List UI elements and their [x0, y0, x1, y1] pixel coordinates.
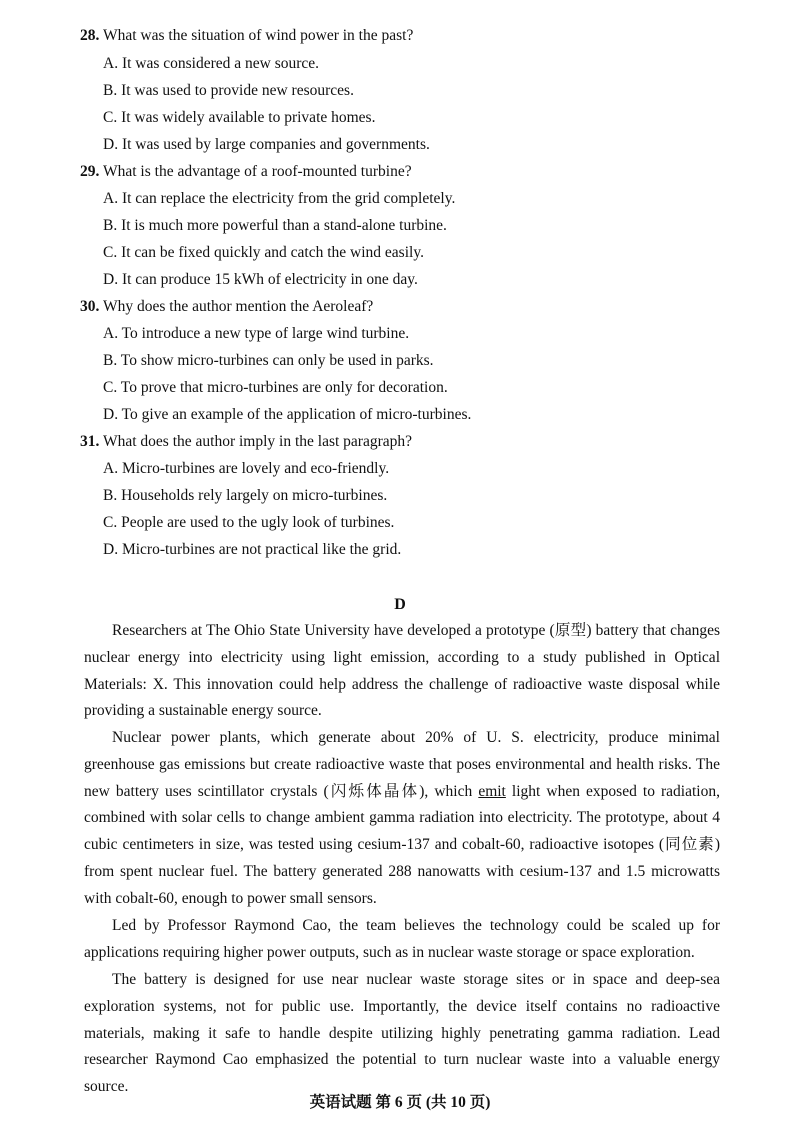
- section-title: D: [394, 596, 406, 613]
- passage-paragraph-3: [84, 913, 720, 967]
- question-30-option-d: D. To give an example of the application of micro-turbines.: [103, 406, 472, 423]
- underlined-word: emit: [478, 782, 506, 800]
- question-28-stem: [80, 27, 413, 45]
- question-text: What is the advantage of a roof-mounted turbine?: [102, 163, 412, 180]
- question-30-option-c: C. To prove that micro-turbines are only for decoration.: [103, 379, 448, 396]
- question-28-option-c: C. It was widely available to private homes.: [103, 109, 376, 126]
- question-text: What was the situation of wind power in the past?: [102, 27, 414, 44]
- question-31-option-b: B. Households rely largely on micro-turbines.: [103, 487, 388, 504]
- question-text: Why does the author mention the Aeroleaf?: [102, 298, 374, 315]
- question-31-option-c: C. People are used to the ugly look of turbines.: [103, 514, 395, 531]
- paragraph-text-before: Nuclear power plants, which generate about 20% of U. S. electricity, produce minimal greenhouse gas emissions but create radioactive waste that poses environmental and health risks. The new battery uses scintillator crystals (闪烁体晶体), which: [84, 729, 720, 800]
- paragraph-text: [84, 725, 720, 913]
- paragraph-text-after: light when exposed to radiation, combined with solar cells to change ambient gamma radiation into electricity. The prototype, about 4 cubic centimeters in size, was tested using cesium-137 and cobalt-60, radioactive isotopes (同位素) from spent nuclear fuel. The battery generated 288 nanowatts with cesium-137 and 1.5 microwatts with cobalt-60, enough to power small sensors.: [84, 782, 720, 907]
- passage-paragraph-4: [84, 967, 720, 1101]
- question-number: 28.: [80, 27, 100, 44]
- passage-paragraph-2: [84, 725, 720, 913]
- question-30-option-b: B. To show micro-turbines can only be used in parks.: [103, 352, 434, 369]
- question-30-stem: [80, 298, 373, 316]
- question-29-stem: [80, 163, 412, 181]
- paragraph-text: The battery is designed for use near nuclear waste storage sites or in space and deep-sea exploration systems, not for public use. Importantly, the device itself contains no radioactive materials, making it safe to handle despite utilizing highly penetrating gamma radiation. Lead researcher Raymond Cao emphasized the potential to turn nuclear waste into a valuable energy source.: [84, 971, 720, 1096]
- question-29-option-b: B. It is much more powerful than a stand-alone turbine.: [103, 217, 447, 234]
- question-text: What does the author imply in the last paragraph?: [102, 433, 413, 450]
- question-30-option-a: A. To introduce a new type of large wind turbine.: [103, 325, 410, 342]
- passage-paragraph-1: [84, 618, 720, 725]
- paragraph-text: Led by Professor Raymond Cao, the team believes the technology could be scaled up for applications requiring higher power outputs, such as in nuclear waste storage or space exploration.: [84, 917, 720, 961]
- question-number: 30.: [80, 298, 100, 315]
- question-28-option-b: B. It was used to provide new resources.: [103, 82, 354, 99]
- paragraph-text: Researchers at The Ohio State University have developed a prototype (原型) battery that changes nuclear energy into electricity using light emission, according to a study published in Optical Materials: X. This innovation could help address the challenge of radioactive waste disposal while providing a sustainable energy source.: [84, 622, 720, 720]
- question-29-option-d: D. It can produce 15 kWh of electricity in one day.: [103, 271, 418, 288]
- question-29-option-a: A. It can replace the electricity from the grid completely.: [103, 190, 456, 207]
- question-number: 29.: [80, 163, 100, 180]
- question-29-option-c: C. It can be fixed quickly and catch the wind easily.: [103, 244, 424, 261]
- question-31-stem: [80, 433, 412, 451]
- question-28-option-d: D. It was used by large companies and governments.: [103, 136, 430, 153]
- question-number: 31.: [80, 433, 100, 450]
- question-28-option-a: A. It was considered a new source.: [103, 55, 320, 72]
- question-31-option-a: A. Micro-turbines are lovely and eco-friendly.: [103, 460, 390, 477]
- question-31-option-d: D. Micro-turbines are not practical like the grid.: [103, 541, 402, 558]
- page-footer: 英语试题 第 6 页 (共 10 页): [309, 1094, 491, 1111]
